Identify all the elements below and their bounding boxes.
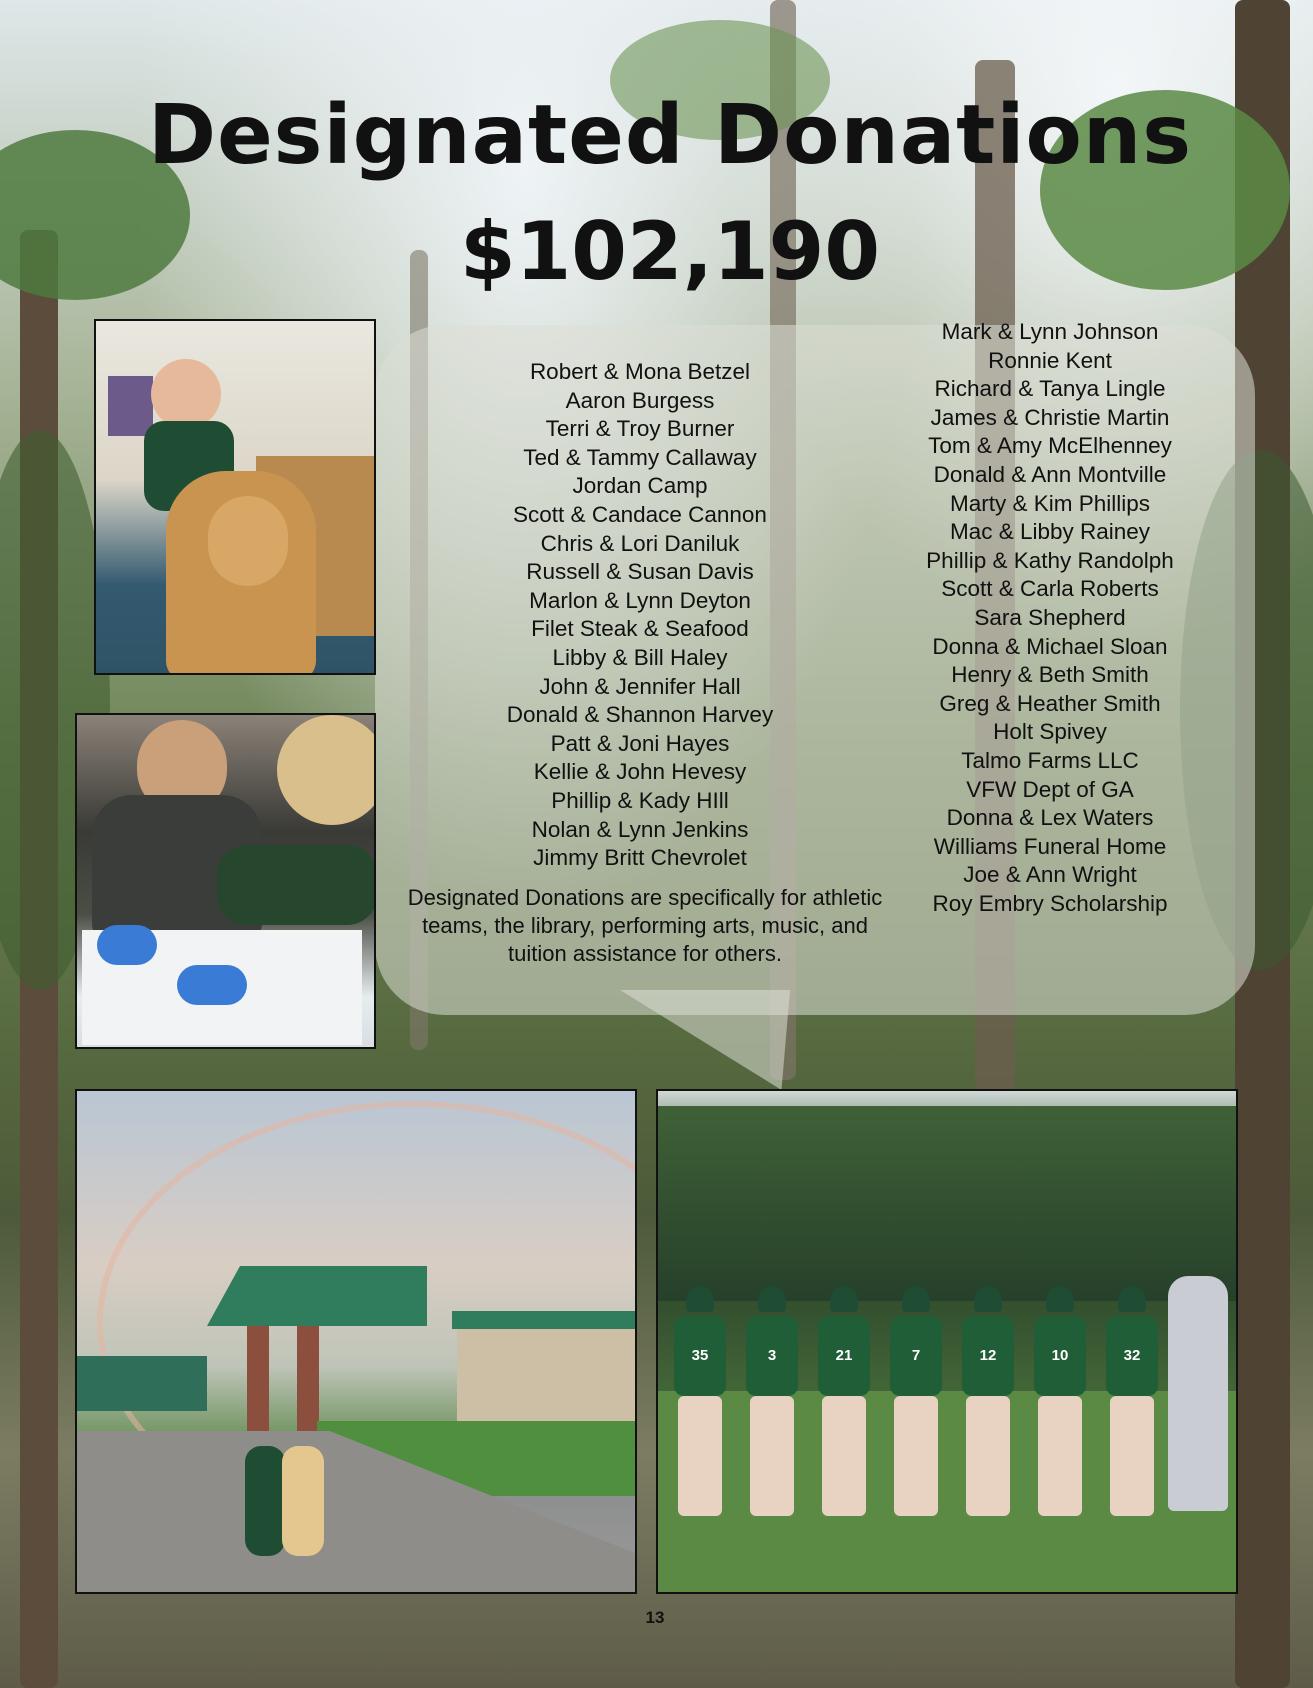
player-cap [902, 1286, 930, 1312]
player-cap [974, 1286, 1002, 1312]
donor-name: Aaron Burgess [565, 387, 715, 413]
player-jersey [818, 1316, 870, 1396]
team-player [1028, 1286, 1090, 1536]
donor-name: Libby & Bill Haley [552, 644, 728, 670]
donor-name: James & Christie Martin [930, 404, 1170, 430]
photo-lab-dissection [75, 713, 376, 1049]
donor-name: VFW Dept of GA [966, 776, 1134, 802]
dog-face [208, 496, 288, 586]
team-player [956, 1286, 1018, 1536]
student-head [277, 715, 376, 825]
jersey-number: 32 [1123, 1347, 1141, 1364]
girl-student [282, 1446, 324, 1556]
player-jersey [1034, 1316, 1086, 1396]
jersey-number: 35 [691, 1347, 709, 1364]
donor-name: Jordan Camp [572, 473, 708, 499]
donor-list-right [880, 318, 1220, 918]
donor-name: Robert & Mona Betzel [529, 359, 751, 384]
donations-note: Designated Donations are specifically for athletic teams, the library, performing arts, music, and tuition assistance for others. [407, 885, 883, 966]
team-player [740, 1286, 802, 1536]
player-pants [1110, 1396, 1154, 1516]
jersey-number: 3 [767, 1347, 777, 1364]
school-roof [452, 1311, 637, 1329]
player-jersey [746, 1316, 798, 1396]
donor-name: Richard & Tanya Lingle [934, 376, 1166, 402]
player-jersey [890, 1316, 942, 1396]
player-pants [822, 1396, 866, 1516]
donation-total: $102,190 [459, 205, 881, 298]
player-jersey [962, 1316, 1014, 1396]
donor-name: Donna & Michael Sloan [932, 633, 1168, 659]
tree-line [658, 1106, 1238, 1301]
donor-name: Russell & Susan Davis [526, 559, 754, 585]
donor-name: Mark & Lynn Johnson [941, 319, 1159, 344]
student-sweater [217, 845, 376, 925]
page-title: Designated Donations [148, 88, 1192, 183]
donor-name: Scott & Candace Cannon [513, 501, 767, 527]
team-player [668, 1286, 730, 1536]
jersey-number: 12 [979, 1347, 997, 1364]
player-cap [758, 1286, 786, 1312]
page-number: 13 [645, 1608, 665, 1627]
school-roof [207, 1266, 427, 1326]
player-pants [894, 1396, 938, 1516]
player-cap [1046, 1286, 1074, 1312]
team-players-row [668, 1286, 1168, 1566]
boy [151, 359, 221, 429]
bookshelf [108, 376, 153, 436]
donor-name: Donald & Shannon Harvey [506, 702, 774, 728]
player-pants [966, 1396, 1010, 1516]
donor-name: Phillip & Kathy Randolph [926, 547, 1174, 573]
donor-name: Roy Embry Scholarship [932, 890, 1168, 916]
school-building [457, 1321, 637, 1431]
donor-name: Scott & Carla Roberts [941, 576, 1159, 602]
donor-name: Tom & Amy McElhenney [928, 433, 1172, 459]
speech-bubble-tail [620, 990, 790, 1090]
player-pants [678, 1396, 722, 1516]
donor-name: Kellie & John Hevesy [533, 759, 747, 785]
team-player [1100, 1286, 1162, 1536]
donor-name: Ted & Tammy Callaway [523, 444, 757, 470]
donor-name: Talmo Farms LLC [961, 747, 1139, 773]
donor-name: Sara Shepherd [974, 604, 1126, 630]
school-columns [247, 1326, 269, 1436]
donor-list-left [460, 358, 820, 873]
photo-school-rainbow [75, 1089, 637, 1594]
donor-name: Greg & Heather Smith [939, 690, 1161, 716]
jersey-number: 10 [1051, 1347, 1069, 1364]
player-pants [750, 1396, 794, 1516]
donor-name: Terri & Troy Burner [545, 416, 735, 442]
donor-name: Chris & Lori Daniluk [540, 530, 740, 556]
donor-name: Williams Funeral Home [933, 833, 1167, 859]
photo-baseball-team [656, 1089, 1238, 1594]
player-cap [830, 1286, 858, 1312]
player-cap [1118, 1286, 1146, 1312]
player-pants [1038, 1396, 1082, 1516]
donor-name: John & Jennifer Hall [539, 673, 741, 699]
coach [1168, 1276, 1228, 1511]
team-player [812, 1286, 874, 1536]
player-cap [686, 1286, 714, 1312]
player-jersey [1106, 1316, 1158, 1396]
donor-name: Joe & Ann Wright [963, 862, 1137, 888]
jersey-number: 7 [911, 1347, 921, 1364]
donor-name: Holt Spivey [993, 719, 1107, 745]
girl-student [245, 1446, 285, 1556]
donor-name: Marty & Kim Phillips [949, 490, 1151, 516]
donor-name: Mac & Libby Rainey [949, 519, 1151, 545]
donor-name: Patt & Joni Hayes [550, 730, 730, 756]
donor-name: Donald & Ann Montville [933, 461, 1167, 487]
donor-name: Donna & Lex Waters [946, 805, 1154, 831]
donor-name: Marlon & Lynn Deyton [529, 587, 751, 613]
jersey-number: 21 [835, 1347, 853, 1364]
donor-name: Ronnie Kent [988, 347, 1112, 373]
donor-name: Filet Steak & Seafood [531, 616, 749, 642]
donor-name: Jimmy Britt Chevrolet [533, 845, 747, 871]
player-jersey [674, 1316, 726, 1396]
school-columns [297, 1326, 319, 1436]
blue-gloves [177, 965, 247, 1005]
left-building [77, 1356, 207, 1411]
photo-boy-with-dog [94, 319, 376, 675]
donor-name: Nolan & Lynn Jenkins [531, 816, 749, 842]
team-player [884, 1286, 946, 1536]
blue-gloves [97, 925, 157, 965]
donor-name: Phillip & Kady HIll [551, 787, 729, 813]
donor-name: Henry & Beth Smith [951, 662, 1149, 688]
